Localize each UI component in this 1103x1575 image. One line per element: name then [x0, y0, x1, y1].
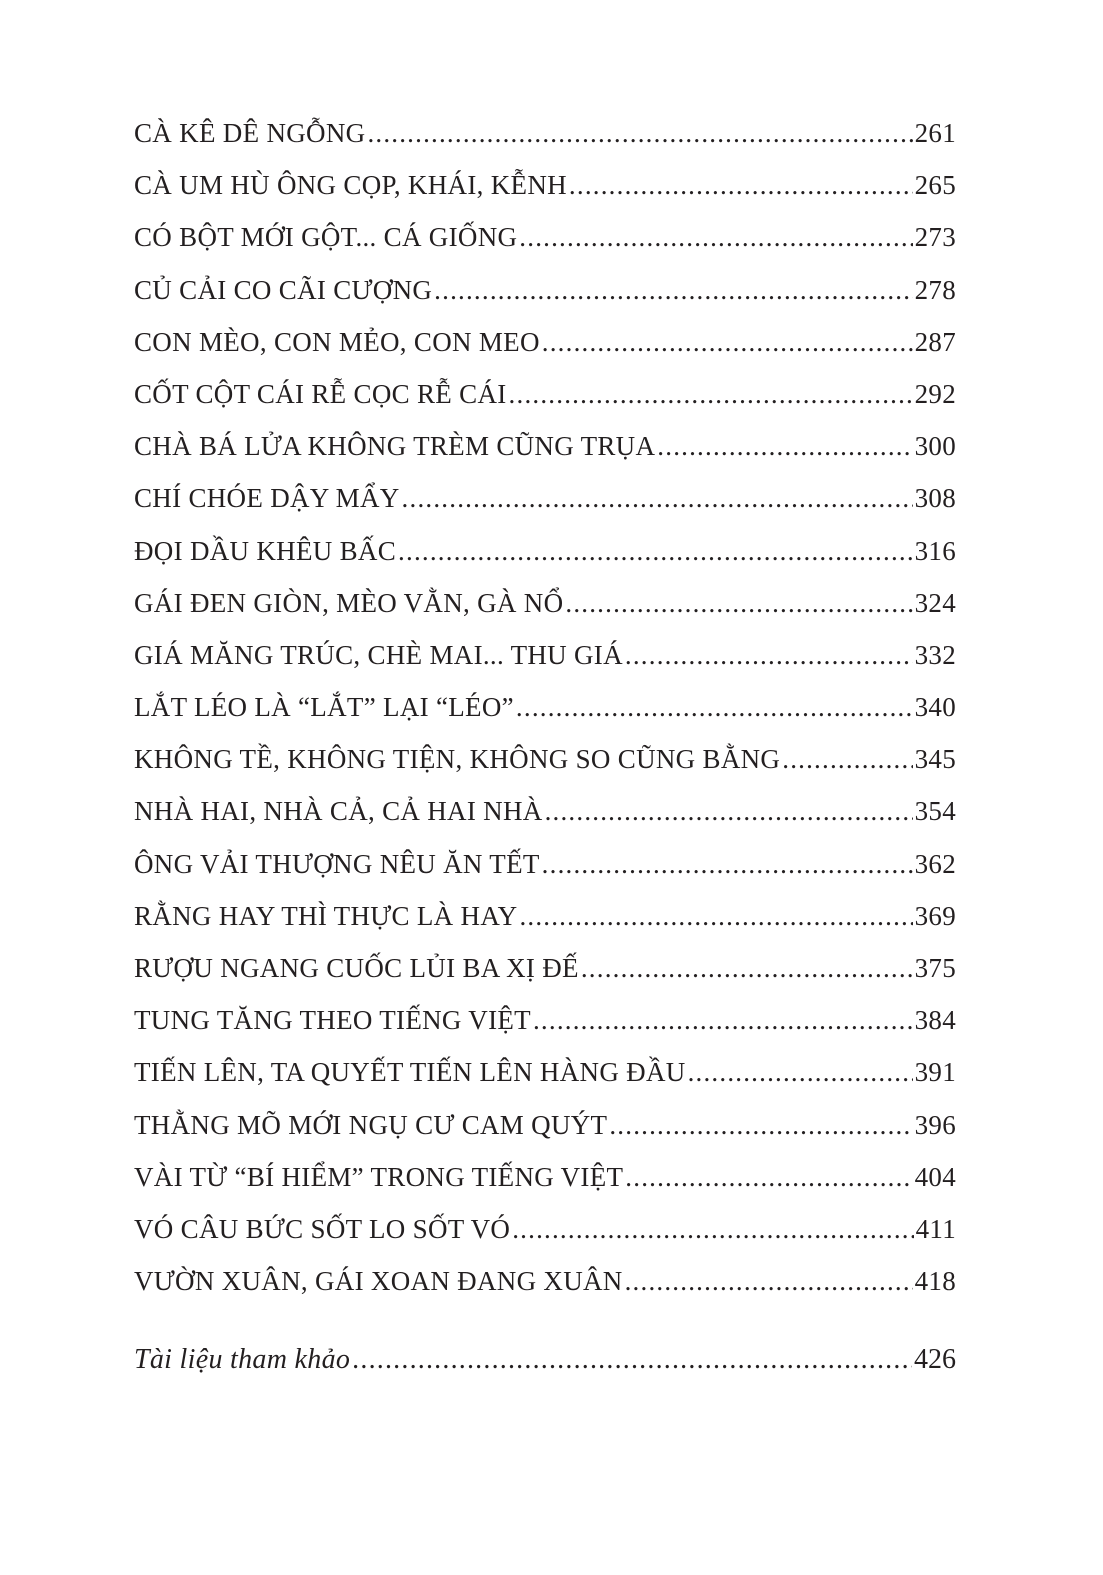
toc-entry-title: CON MÈO, CON MẺO, CON MEO — [134, 326, 540, 357]
toc-entry[interactable] — [134, 275, 956, 327]
toc-entry-page: 292 — [914, 378, 956, 409]
dot-leader — [688, 1057, 913, 1088]
toc-entry-title: RƯỢU NGANG CUỐC LỦI BA XỊ ĐẾ — [134, 953, 579, 983]
dot-leader — [367, 118, 912, 149]
dot-leader — [509, 379, 913, 410]
toc-entry[interactable] — [134, 1266, 956, 1318]
toc-entry-page: 384 — [914, 1005, 956, 1036]
toc-entry[interactable] — [134, 1162, 956, 1214]
dot-leader — [533, 1005, 913, 1036]
toc-entry[interactable] — [134, 1005, 956, 1057]
toc-entry-page: 265 — [914, 170, 956, 201]
toc-entry-title: RẰNG HAY THÌ THỰC LÀ HAY — [134, 900, 518, 931]
toc-entry-page: 278 — [914, 274, 956, 305]
toc-entry[interactable] — [134, 379, 956, 431]
toc-entry-page: 375 — [914, 953, 956, 983]
dot-leader — [625, 640, 913, 671]
dot-leader — [545, 796, 913, 827]
toc-entry-page: 340 — [914, 692, 956, 723]
toc-entry-title: TIẾN LÊN, TA QUYẾT TIẾN LÊN HÀNG ĐẦU — [134, 1057, 686, 1088]
toc-entry[interactable] — [134, 796, 956, 848]
toc-entry[interactable] — [134, 483, 956, 535]
dot-leader — [512, 1214, 913, 1245]
toc-entry-page: 404 — [914, 1161, 956, 1192]
dot-leader — [542, 849, 913, 880]
dot-leader — [569, 170, 913, 201]
toc-entry-title: CÀ KÊ DÊ NGỖNG — [134, 118, 366, 148]
toc-entry-title: ÔNG VẢI THƯỢNG NÊU ĂN TẾT — [134, 848, 540, 879]
toc-entry[interactable] — [134, 118, 956, 170]
toc-entry[interactable] — [134, 1214, 956, 1266]
dot-leader — [352, 1344, 912, 1376]
toc-entry-title: GIÁ MĂNG TRÚC, CHÈ MAI... THU GIÁ — [134, 639, 623, 670]
toc-entry-title: TUNG TĂNG THEO TIẾNG VIỆT — [134, 1005, 531, 1036]
toc-entry[interactable] — [134, 222, 956, 274]
toc-entry[interactable] — [134, 849, 956, 901]
dot-leader — [625, 1162, 912, 1193]
toc-entry[interactable] — [134, 170, 956, 222]
toc-entry-page: 391 — [914, 1057, 956, 1088]
toc-entry-page: 316 — [914, 535, 956, 566]
toc-entry[interactable] — [134, 1110, 956, 1162]
dot-leader — [609, 1110, 912, 1141]
dot-leader — [565, 588, 912, 619]
dot-leader — [657, 431, 912, 462]
dot-leader — [782, 744, 912, 775]
toc-entry-page: 418 — [914, 1266, 956, 1297]
toc-entry-title: CÀ UM HÙ ÔNG CỌP, KHÁI, KỄNH — [134, 170, 567, 201]
toc-entry-page: 345 — [914, 744, 956, 775]
toc-entry-page: 287 — [914, 326, 956, 357]
dot-leader — [519, 901, 912, 932]
table-of-contents — [134, 118, 956, 1376]
toc-entry-title: CỦ CẢI CO CÃI CƯỢNG — [134, 274, 433, 305]
toc-references-entry[interactable] — [134, 1344, 956, 1376]
toc-entry-title: VƯỜN XUÂN, GÁI XOAN ĐANG XUÂN — [134, 1266, 623, 1297]
toc-entry-page: 369 — [914, 900, 956, 931]
toc-entry-title: CHÍ CHÓE DẬY MẨY — [134, 483, 400, 514]
dot-leader — [516, 692, 913, 723]
toc-entry-title: LẮT LÉO LÀ “LẮT” LẠI “LÉO” — [134, 692, 514, 723]
toc-entry-page: 324 — [914, 587, 956, 618]
toc-entry[interactable] — [134, 1057, 956, 1109]
toc-entry-page: 300 — [914, 431, 956, 462]
references-title: Tài liệu tham khảo — [134, 1344, 351, 1376]
toc-entry-page: 332 — [914, 639, 956, 670]
dot-leader — [519, 222, 912, 253]
toc-entry-title: KHÔNG TỀ, KHÔNG TIỆN, KHÔNG SO CŨNG BẰNG — [134, 744, 781, 775]
toc-entry[interactable] — [134, 744, 956, 796]
toc-entry-title: CÓ BỘT MỚI GỘT... CÁ GIỐNG — [134, 222, 518, 253]
toc-entry-page: 354 — [914, 796, 956, 827]
toc-entry-page: 396 — [914, 1109, 956, 1140]
toc-entry-title: THẰNG MÕ MỚI NGỤ CƯ CAM QUÝT — [134, 1109, 608, 1140]
toc-entry-page: 362 — [914, 848, 956, 879]
toc-entry-page: 261 — [914, 118, 956, 148]
dot-leader — [398, 536, 913, 567]
toc-entry-title: ĐỌI DẦU KHÊU BẤC — [134, 535, 397, 566]
toc-entry-title: VÀI TỪ “BÍ HIỂM” TRONG TIẾNG VIỆT — [134, 1161, 624, 1192]
dot-leader — [581, 953, 913, 984]
toc-entry[interactable] — [134, 692, 956, 744]
toc-entry[interactable] — [134, 327, 956, 379]
toc-entry[interactable] — [134, 431, 956, 483]
toc-entry-page: 308 — [914, 483, 956, 514]
toc-entry-title: CHÀ BÁ LỬA KHÔNG TRÈM CŨNG TRỤA — [134, 431, 656, 462]
toc-entry-page: 411 — [915, 1213, 956, 1244]
toc-entry[interactable] — [134, 640, 956, 692]
toc-entry-title: NHÀ HAI, NHÀ CẢ, CẢ HAI NHÀ — [134, 796, 543, 827]
toc-entry[interactable] — [134, 588, 956, 640]
toc-entry[interactable] — [134, 536, 956, 588]
dot-leader — [402, 483, 913, 514]
dot-leader — [542, 327, 913, 358]
toc-entry[interactable] — [134, 953, 956, 1005]
dot-leader — [625, 1266, 913, 1297]
dot-leader — [434, 275, 912, 306]
toc-entry-title: GÁI ĐEN GIÒN, MÈO VẰN, GÀ NỔ — [134, 587, 564, 618]
toc-entry-title: VÓ CÂU BỨC SỐT LO SỐT VÓ — [134, 1213, 511, 1244]
toc-entry[interactable] — [134, 901, 956, 953]
toc-entry-title: CỐT CỘT CÁI RỄ CỌC RỄ CÁI — [134, 378, 507, 409]
toc-entry-page: 273 — [914, 222, 956, 253]
references-page: 426 — [914, 1344, 956, 1376]
